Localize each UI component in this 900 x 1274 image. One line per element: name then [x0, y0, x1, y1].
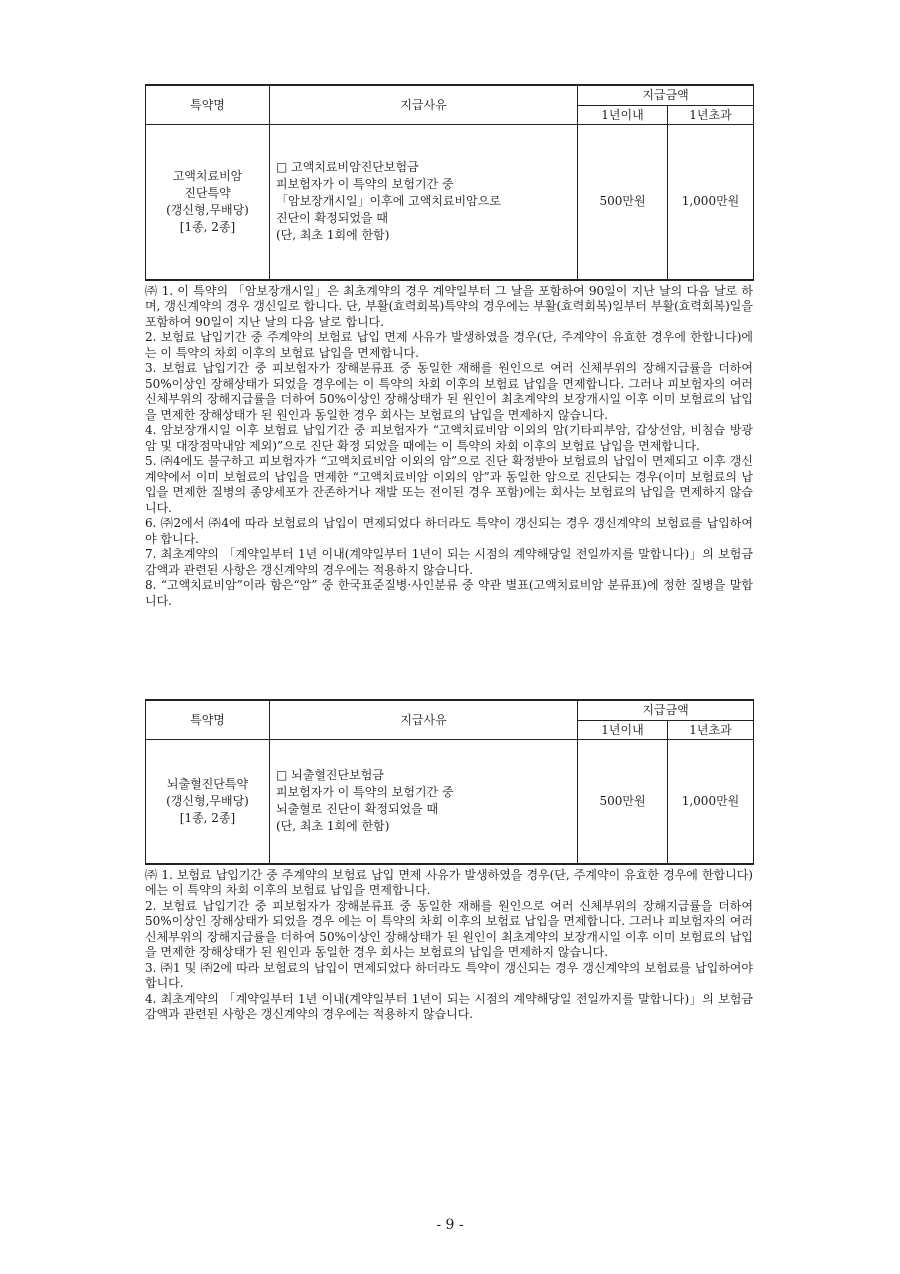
rider-name-cell [146, 740, 270, 864]
amount-over-1y: 1,000만원 [668, 740, 754, 864]
reason-line: 뇌출혈로 진단이 확정되었을 때 [276, 802, 439, 817]
note-paragraph: 2. 보험료 납입기간 중 주계약의 보험료 납입 면제 사유가 발생하였을 경우(단, 주계약이 유효한 경우에 한합니다)에는 이 특약의 차회 이후의 보험료 납입을 면제합니다. [145, 330, 753, 360]
amount-within-1y: 500만원 [578, 740, 668, 864]
rider-name-line: 진단특약 [184, 185, 231, 200]
rider-table-2 [145, 699, 754, 865]
rider-name-line: [1종, 2종] [179, 810, 236, 825]
rider-table-1 [145, 84, 754, 281]
header-within-1y: 1년이내 [578, 721, 668, 740]
header-rider-name: 특약명 [146, 85, 270, 125]
header-reason: 지급사유 [270, 85, 578, 125]
reason-line: 「암보장개시일」이후에 고액치료비암으로 [276, 194, 501, 209]
note-paragraph: 4. 최초계약의 「계약일부터 1년 이내(계약일부터 1년이 되는 시점의 계약해당일 전일까지를 말합니다)」의 보험금 감액과 관련된 사항은 갱신계약의 경우에는 적용하지 않습니다. [145, 991, 753, 1021]
rider-name-line: (갱신형,무배당) [166, 793, 249, 808]
note-paragraph: 5. ㈜4에도 불구하고 피보험자가 “고액치료비암 이외의 암”으로 진단 확정받아 보험료의 납입이 면제되고 이후 갱신계약에서 이미 보험료의 납입을 면제한 “고액치료비암 이외의 암”과 동일한 암으로 진단되는 경우(이미 보험료의 납입을 면제한 질병의 종양세포가 잔존하거나 재발 또는 전이된 경우 포함)에는 회사는 보험료의 납입을 면제하지 않습니다. [145, 454, 753, 515]
note-paragraph: 7. 최초계약의 「계약일부터 1년 이내(계약일부터 1년이 되는 시점의 계약해당일 전일까지를 말합니다)」의 보험금 감액과 관련된 사항은 갱신계약의 경우에는 적용하지 않습니다. [145, 547, 753, 577]
reason-line: □ 뇌출혈진단보험금 [276, 768, 384, 783]
header-amount: 지급금액 [578, 85, 754, 106]
reason-line: (단, 최초 1회에 한함) [276, 819, 390, 834]
header-rider-name: 특약명 [146, 700, 270, 740]
reason-line: 진단이 확정되었을 때 [276, 211, 388, 226]
note-paragraph: ㈜ 1. 이 특약의 「암보장개시일」은 최초계약의 경우 계약일부터 그 날을 포함하여 90일이 지난 날의 다음 날로 하며, 갱신계약의 경우 갱신일로 합니다. 단, 부활(효력회복)특약의 경우에는 부활(효력회복)일부터 부활(효력회복)일을 포함하여 90일이 지난 날의 다음 날로 합니다. [145, 283, 753, 329]
note-paragraph: 3. ㈜1 및 ㈜2에 따라 보험료의 납입이 면제되었다 하더라도 특약이 갱신되는 경우 갱신계약의 보험료를 납입하여야 합니다. [145, 960, 753, 990]
reason-cell [270, 740, 578, 864]
notes-1 [145, 284, 753, 610]
notes-2 [145, 868, 753, 1023]
reason-line: (단, 최초 1회에 한함) [276, 228, 390, 243]
header-within-1y: 1년이내 [578, 106, 668, 125]
amount-within-1y: 500만원 [578, 125, 668, 280]
rider-section-2 [145, 699, 753, 1023]
reason-line: 피보험자가 이 특약의 보험기간 중 [276, 177, 454, 192]
reason-line: □ 고액치료비암진단보험금 [276, 160, 419, 175]
rider-name-line: 뇌출혈진단특약 [166, 776, 249, 791]
note-paragraph: ㈜ 1. 보험료 납입기간 중 주계약의 보험료 납입 면제 사유가 발생하였을 경우(단, 주계약이 유효한 경우에 한합니다)에는 이 특약의 차회 이후의 보험료 납입을 면제합니다. [145, 867, 753, 897]
header-amount: 지급금액 [578, 700, 754, 721]
note-paragraph: 8. “고액치료비암”이라 함은“암” 중 한국표준질병·사인분류 중 약관 별표(고액치료비암 분류표)에 정한 질병을 말합니다. [145, 578, 753, 608]
rider-name-line: 고액치료비암 [172, 168, 243, 183]
header-reason: 지급사유 [270, 700, 578, 740]
header-over-1y: 1년초과 [668, 721, 754, 740]
rider-name-cell [146, 125, 270, 280]
rider-name-line: [1종, 2종] [179, 219, 236, 234]
amount-over-1y: 1,000만원 [668, 125, 754, 280]
rider-name-line: (갱신형,무배당) [166, 202, 249, 217]
reason-cell [270, 125, 578, 280]
note-paragraph: 3. 보험료 납입기간 중 피보험자가 장해분류표 중 동일한 재해를 원인으로 여러 신체부위의 장해지급률을 더하여 50%이상인 장해상태가 되었을 경우에는 이 특약의 차회 이후의 보험료 납입을 면제합니다. 그러나 피보험자의 여러 신체부위의 장해지급률을 더하여 50%이상인 장해상태가 된 원인이 최초계약의 보장개시일 이후 이미 보험료의 납입을 면제한 장해상태가 된 원인과 동일한 경우 회사는 보험료의 납입을 면제하지 않습니다. [145, 361, 753, 422]
rider-section-1 [145, 84, 753, 609]
note-paragraph: 4. 암보장개시일 이후 보험료 납입기간 중 피보험자가 “고액치료비암 이외의 암(기타피부암, 갑상선암, 비침습 방광암 및 대장점막내암 제외)”으로 진단 확정 되었을 때에는 이 특약의 차회 이후의 보험료 납입을 면제합니다. [145, 423, 753, 453]
page-number: - 9 - [436, 1217, 464, 1233]
note-paragraph: 2. 보험료 납입기간 중 피보험자가 장해분류표 중 동일한 재해를 원인으로 여러 신체부위의 장해지급률을 더하여 50%이상인 장해상태가 되었을 경우 에는 이 특약의 차회 이후의 보험료 납입을 면제합니다. 그러나 피보험자의 여러 신체부위의 장해지급률을 더하여 50%이상인 장해상태가 된 원인이 최초계약의 보장개시일 이후 이미 보험료의 납입을 면제한 장해상태가 된 원인과 동일한 경우 회사는 보험료의 납입을 면제하지 않습니다. [145, 898, 753, 959]
header-over-1y: 1년초과 [668, 106, 754, 125]
reason-line: 피보험자가 이 특약의 보험기간 중 [276, 785, 454, 800]
note-paragraph: 6. ㈜2에서 ㈜4에 따라 보험료의 납입이 면제되었다 하더라도 특약이 갱신되는 경우 갱신계약의 보험료를 납입하여야 합니다. [145, 516, 753, 546]
